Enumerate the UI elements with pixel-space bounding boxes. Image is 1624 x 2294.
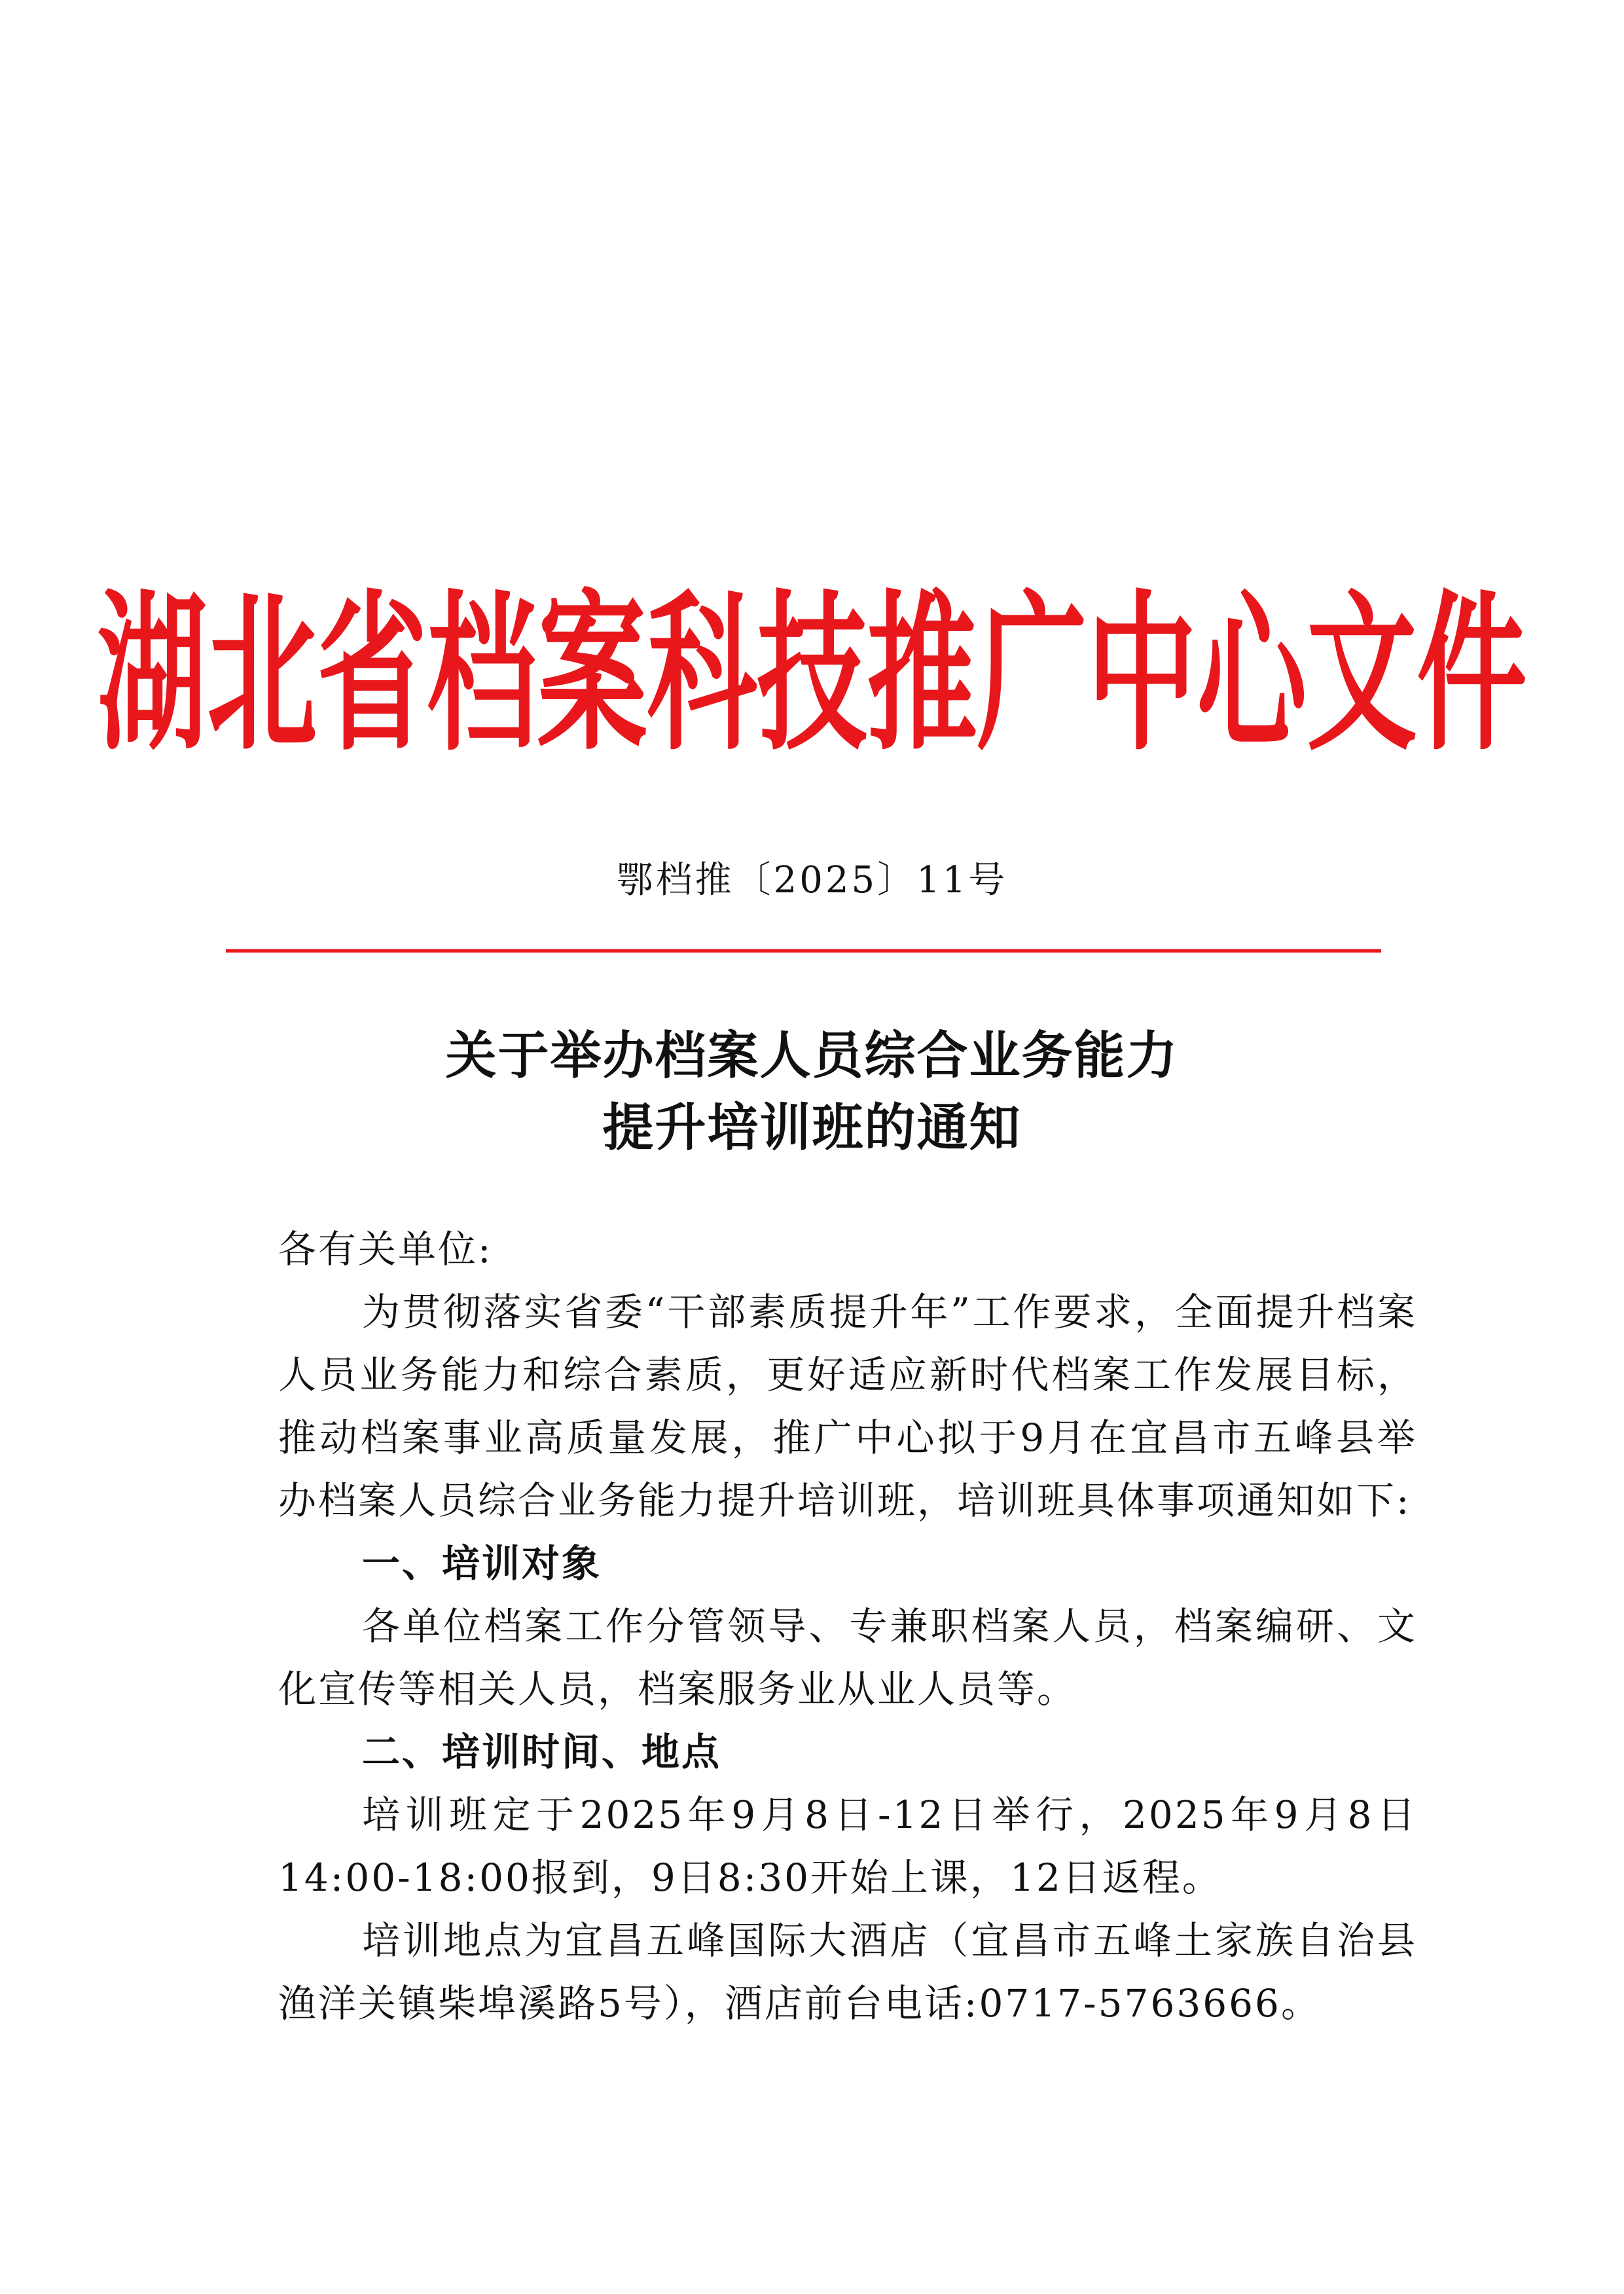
section-heading-participants: 一、培训对象 xyxy=(362,1541,602,1586)
intro-paragraph: 为贯彻落实省委“干部素质提升年”工作要求，全面提升档案人员业务能力和综合素质，更好适应新时代档案工作发展目标，推动档案事业高质量发展，推广中心拟于9月在宜昌市五峰县举办档案人员综合业务能力提升培训班，培训班具体事项通知如下: xyxy=(278,1290,1417,1523)
document-body xyxy=(278,1218,1417,2035)
red-divider-line xyxy=(226,949,1381,953)
section-heading-time-place: 二、培训时间、地点 xyxy=(362,1730,722,1774)
document-title-line-1: 关于举办档案人员综合业务能力 xyxy=(445,1027,1179,1085)
participants-paragraph: 各单位档案工作分管领导、专兼职档案人员，档案编研、文化宣传等相关人员，档案服务业从业人员等。 xyxy=(278,1604,1417,1711)
salutation: 各有关单位: xyxy=(278,1227,493,1271)
document-number: 鄂档推〔2025〕11号 xyxy=(616,859,1008,901)
document-masthead: 湖北省档案科技推广中心文件 xyxy=(97,575,1527,774)
place-paragraph: 培训地点为宜昌五峰国际大酒店（宜昌市五峰土家族自治县渔洋关镇柴埠溪路5号），酒店前台电话:0717-5763666。 xyxy=(278,1918,1417,2026)
time-paragraph: 培训班定于2025年9月8日-12日举行，2025年9月8日14:00-18:00报到，9日8:30开始上课，12日返程。 xyxy=(278,1793,1417,1900)
document-title-line-2: 提升培训班的通知 xyxy=(602,1099,1022,1157)
